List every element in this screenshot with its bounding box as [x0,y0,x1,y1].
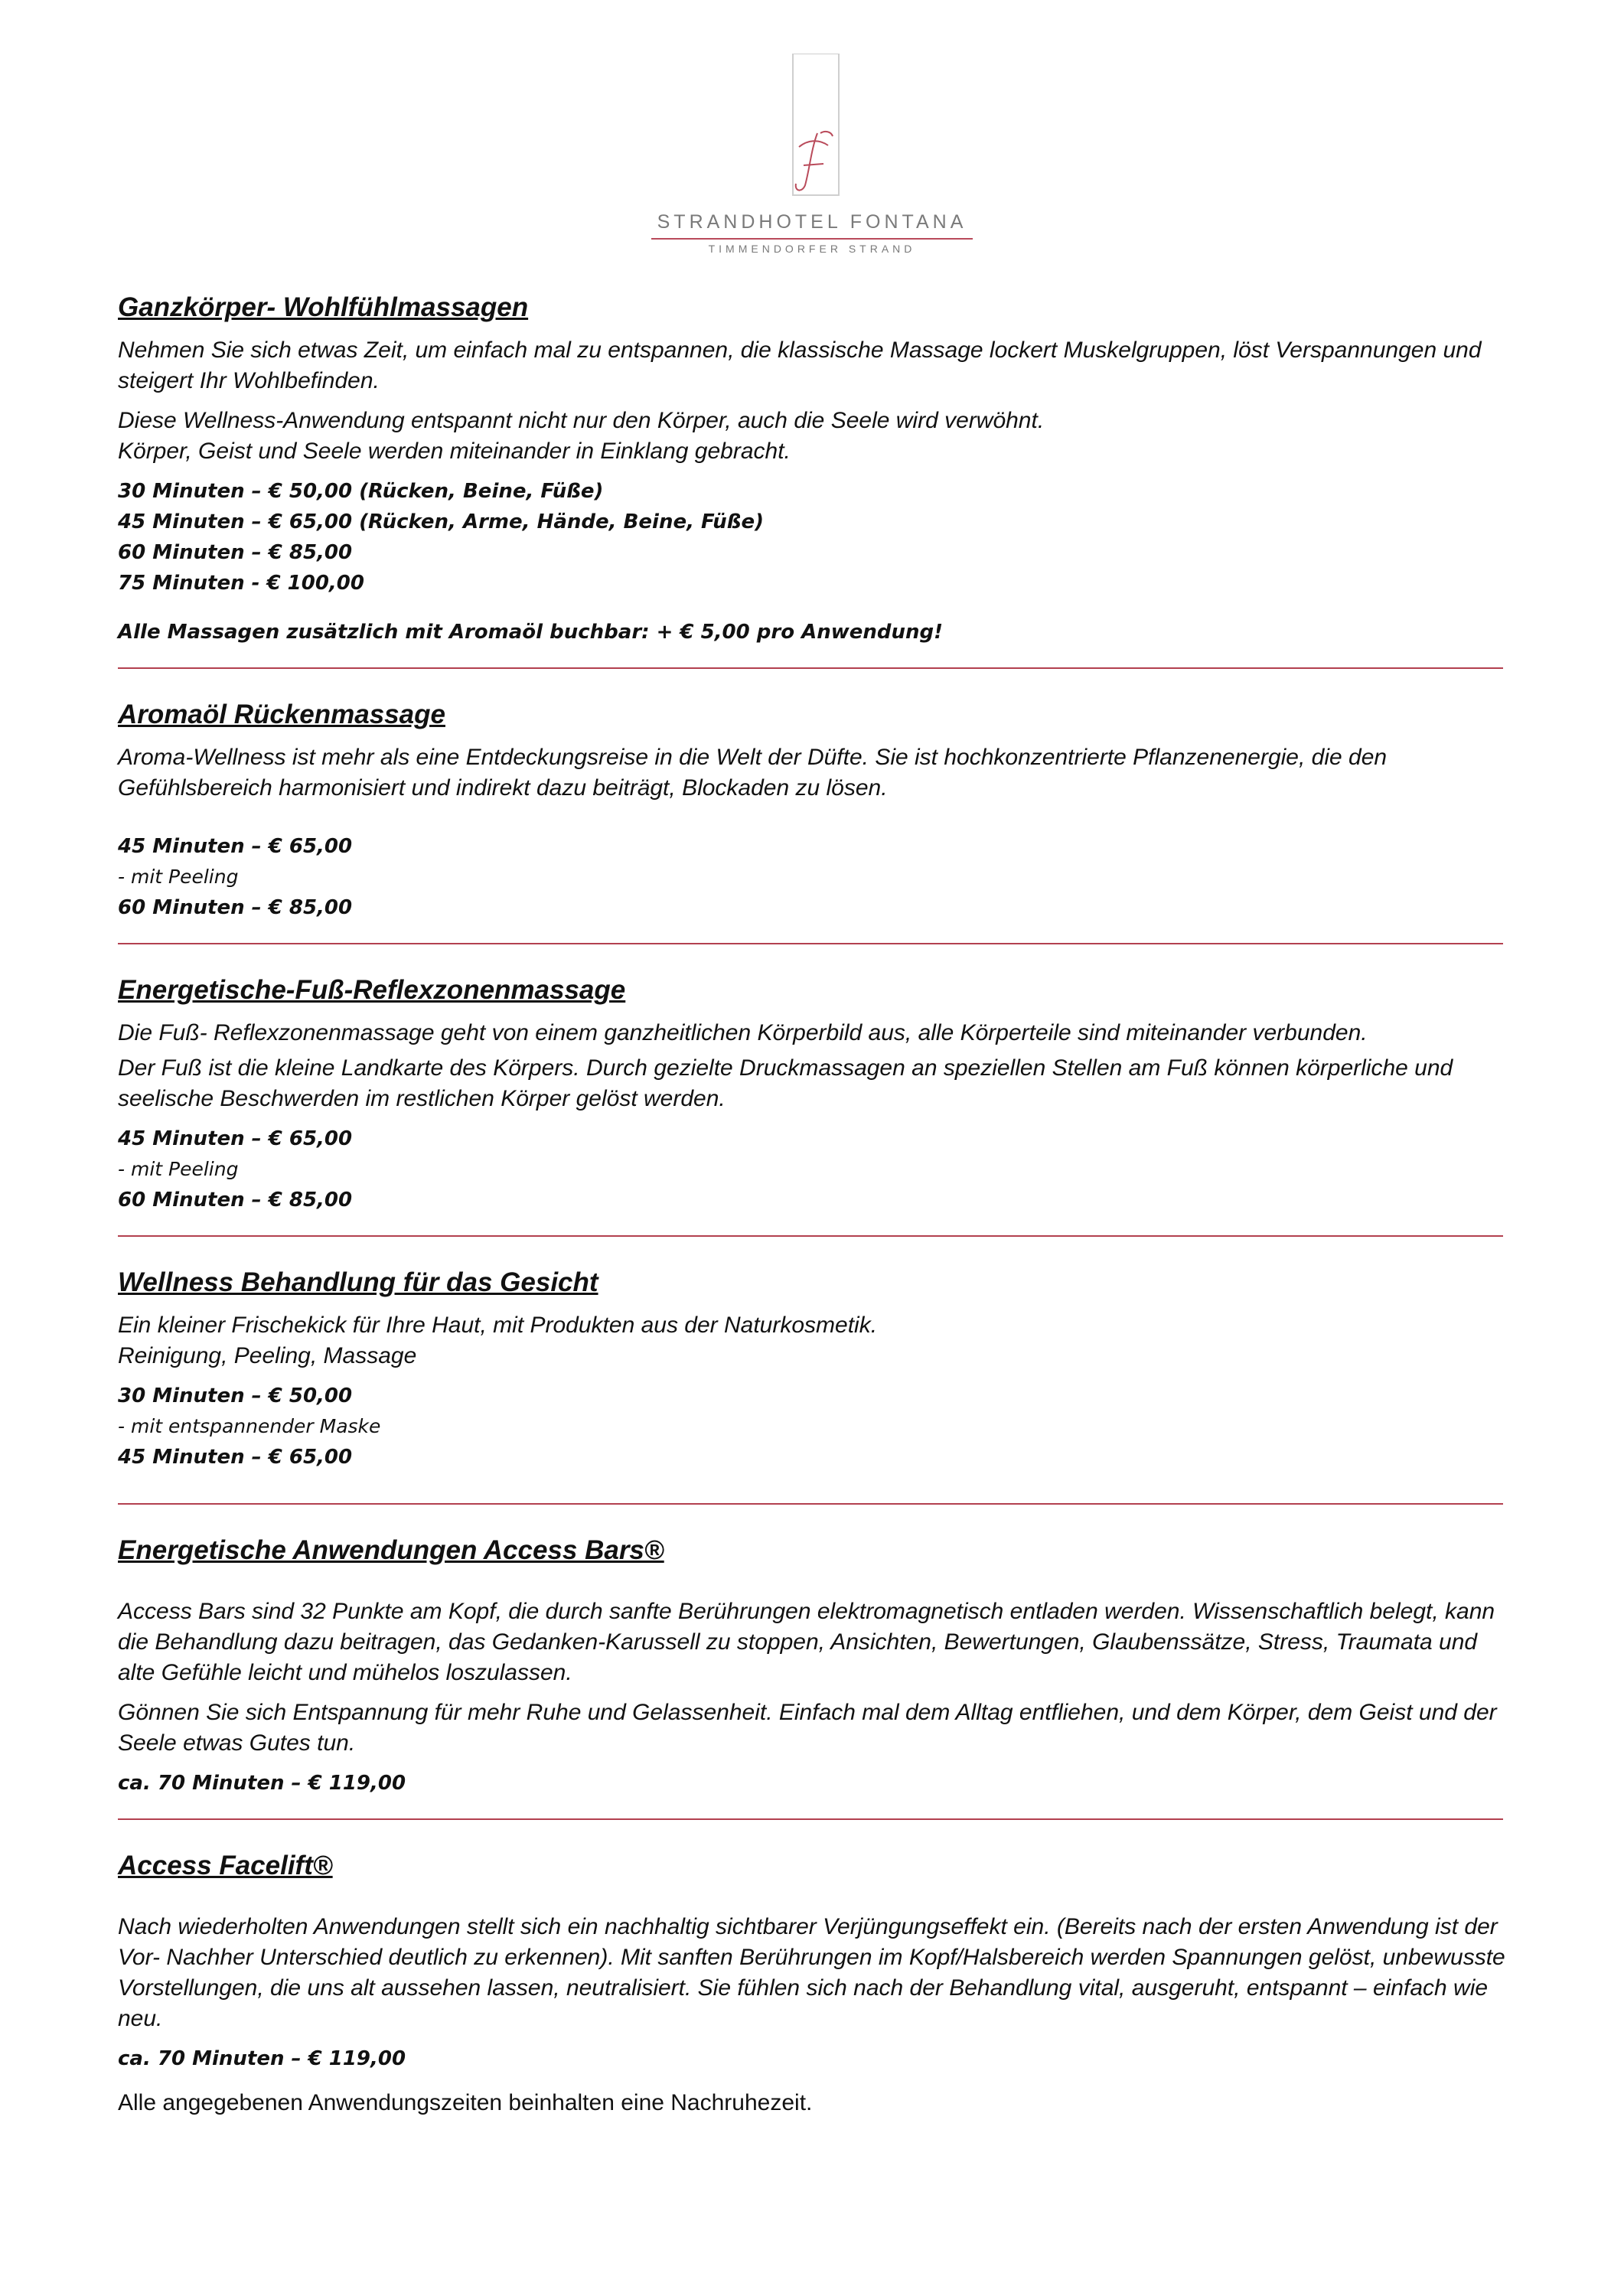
price-list [118,291,1518,2118]
price-line: 45 Minuten – € 65,00 (Rücken, Arme, Hände, Beine, Füße) [118,510,765,533]
section-description: Nehmen Sie sich etwas Zeit, um einfach mal zu entspannen, die klassische Massage lockert Muskelgruppen, löst Verspannungen und steigert Ihr Wohlbefinden. [118,338,1482,393]
section-title: Energetische-Fuß-Reflexzonenmassage [118,975,626,1005]
section-description: Die Fuß- Reflexzonenmassage geht von einem ganzheitlichen Körperbild aus, alle Körperteile sind miteinander verbunden. [118,1020,1368,1045]
hotel-logo [0,54,1624,255]
section-title: Access Facelift® [118,1851,333,1880]
section-title: Aromaöl Rückenmassage [118,700,445,729]
price-note: - mit Peeling [118,866,239,888]
price-line: 75 Minuten - € 100,00 [118,572,364,595]
fontana-monogram-icon [778,54,846,207]
section-description: Nach wiederholten Anwendungen stellt sich ein nachhaltig sichtbarer Verjüngungseffekt ein. (Bereits nach der ersten Anwendung ist der Vor- Nachher Unterschied deutlich zu erkennen). Mit sanften Berührungen im Kopf/Halsbereich werden Spannungen gelöst, unbewusste Vorstellungen, die uns alt aussehen lassen, neutralisiert. Sie fühlen sich nach der Behandlung vital, ausgeruht, entspannt – einfach wie neu. [118,1914,1505,2031]
price-line: ca. 70 Minuten – € 119,00 [118,2047,406,2070]
aroma-addon-note: Alle Massagen zusätzlich mit Aromaöl buchbar: + € 5,00 pro Anwendung! [118,621,944,644]
section-description: Access Bars sind 32 Punkte am Kopf, die durch sanfte Berührungen elektromagnetisch entladen werden. Wissenschaftlich belegt, kann die Behandlung dazu beitragen, das Gedanken-Karussell zu stoppen, Ansichten, Bewertungen, Glaubenssätze, Stress, Traumata und alte Gefühle leicht und mühelos loszulassen. [118,1599,1495,1685]
price-line: 60 Minuten – € 85,00 [118,896,353,919]
section-ganzkoerper [118,291,1518,647]
section-description: Körper, Geist und Seele werden miteinander in Einklang gebracht. [118,439,791,464]
logo-divider [651,238,973,240]
section-divider [118,1503,1503,1505]
price-note: - mit Peeling [118,1158,239,1180]
price-line: 45 Minuten – € 65,00 [118,835,353,858]
section-description: Gönnen Sie sich Entspannung für mehr Ruhe und Gelassenheit. Einfach mal dem Alltag entfliehen, und dem Körper, dem Geist und der Seele etwas Gutes tun. [118,1700,1497,1756]
price-line: 60 Minuten – € 85,00 [118,1189,353,1212]
price-note: - mit entspannender Maske [118,1415,381,1437]
section-fussreflex [118,974,1518,1215]
price-line: 45 Minuten – € 65,00 [118,1127,353,1150]
price-line: 45 Minuten – € 65,00 [118,1446,353,1469]
section-title: Energetische Anwendungen Access Bars® [118,1535,664,1565]
price-line: 30 Minuten – € 50,00 [118,1384,353,1407]
footer-note: Alle angegebenen Anwendungszeiten beinhalten eine Nachruhezeit. [118,2090,813,2115]
section-description: Reinigung, Peeling, Massage [118,1343,417,1368]
section-description: Aroma-Wellness ist mehr als eine Entdeckungsreise in die Welt der Düfte. Sie ist hochkonzentrierte Pflanzenenergie, die den Gefühlsbereich harmonisiert und indirekt dazu beiträgt, Blockaden zu lösen. [118,745,1388,801]
price-line: 30 Minuten – € 50,00 (Rücken, Beine, Füße) [118,480,604,503]
section-divider [118,943,1503,944]
price-line: 60 Minuten – € 85,00 [118,541,353,564]
section-aromaoel [118,698,1518,923]
hotel-name: STRANDHOTEL FONTANA [657,211,967,233]
section-description: Der Fuß ist die kleine Landkarte des Körpers. Durch gezielte Druckmassagen an speziellen Stellen am Fuß können körperliche und seelische Beschwerden im restlichen Körper gelöst werden. [118,1055,1453,1111]
section-facelift [118,1849,1518,2074]
section-divider [118,667,1503,669]
section-divider [118,1818,1503,1820]
hotel-location: TIMMENDORFER STRAND [708,243,916,255]
section-divider [118,1235,1503,1237]
section-accessbars [118,1534,1518,1799]
section-title: Ganzkörper- Wohlfühlmassagen [118,292,529,322]
section-description: Ein kleiner Frischekick für Ihre Haut, mit Produkten aus der Naturkosmetik. [118,1313,878,1338]
price-line: ca. 70 Minuten – € 119,00 [118,1772,406,1795]
section-title: Wellness Behandlung für das Gesicht [118,1267,598,1297]
section-gesicht [118,1266,1518,1473]
section-description: Diese Wellness-Anwendung entspannt nicht nur den Körper, auch die Seele wird verwöhnt. [118,408,1045,433]
